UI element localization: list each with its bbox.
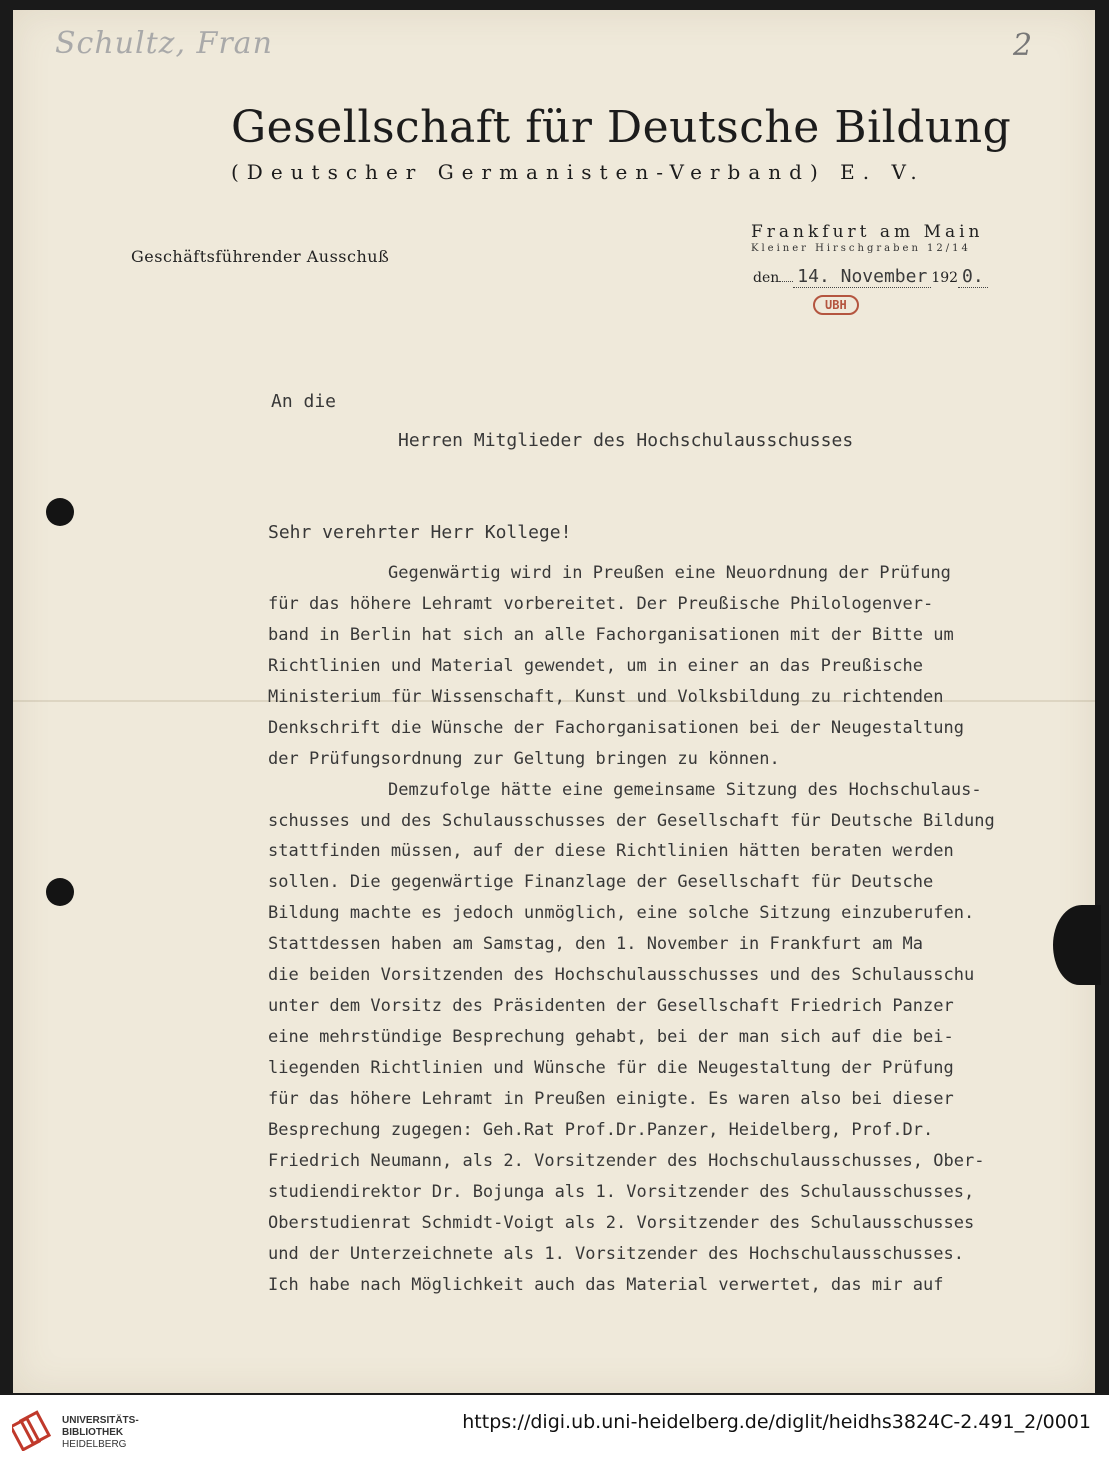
address-line-2: Herren Mitglieder des Hochschulausschusses [398,430,854,451]
logo-line: HEIDELBERG [62,1439,127,1450]
body-line: der Prüfungsordnung zur Geltung bringen zu können. [268,748,780,769]
organization-subtitle: (Deutscher Germanisten-Verband) E. V. [231,160,925,184]
library-stamp: UBH [813,295,859,315]
body-line: Friedrich Neumann, als 2. Vorsitzender des Hochschulausschusses, Ober- [268,1150,985,1171]
organization-title: Gesellschaft für Deutsche Bildung [231,102,1012,153]
date-line [753,266,988,287]
body-line: liegenden Richtlinien und Wünsche für die Neugestaltung der Prüfung [268,1058,954,1078]
body-line: eine mehrstündige Besprechung gehabt, bei der man sich auf die bei- [268,1027,954,1048]
body-line: und der Unterzeichnete als 1. Vorsitzender des Hochschulausschusses. [268,1243,964,1264]
body-line: Oberstudienrat Schmidt-Voigt als 2. Vorsitzender des Schulausschusses [268,1212,975,1233]
body-line: für das höhere Lehramt vorbereitet. Der Preußische Philologenver- [268,593,934,614]
body-line: Ich habe nach Möglichkeit auch das Material verwertet, das mir auf [268,1274,944,1295]
body-line: für das höhere Lehramt in Preußen einigte. Es waren also bei dieser [268,1088,954,1109]
body-line: Gegenwärtig wird in Preußen eine Neuordnung der Prüfung [388,563,951,583]
body-line: stattfinden müssen, auf der diese Richtlinien hätten beraten werden [268,841,954,862]
street-address: Kleiner Hirschgraben 12/14 [751,243,971,254]
body-line: Besprechung zugegen: Geh.Rat Prof.Dr.Panzer, Heidelberg, Prof.Dr. [268,1119,934,1140]
letter-page [13,10,1095,1393]
letter-body [268,558,1083,1301]
date-year-suffix: 0. [958,266,988,288]
date-year-prefix: 192 [931,270,959,286]
logo-line: UNIVERSITÄTS- [62,1415,139,1426]
body-line: schusses und des Schulausschusses der Gesellschaft für Deutsche Bildung [268,810,995,831]
library-logo-icon[interactable] [12,1407,56,1451]
body-line: sollen. Die gegenwärtige Finanzlage der Gesellschaft für Deutsche [268,872,934,893]
salutation: Sehr verehrter Herr Kollege! [268,522,572,543]
permalink-url[interactable]: https://digi.ub.uni-heidelberg.de/diglit/heidhs3824C-2.491_2/0001 [462,1411,1091,1433]
address-line-1: An die [271,391,337,412]
city: Frankfurt am Main [751,222,984,242]
body-line: Denkschrift die Wünsche der Fachorganisationen bei der Neugestaltung [268,717,964,738]
pencil-annotation-name: Schultz, Fran [55,26,273,61]
punch-hole [46,498,74,526]
viewer-footer [0,1395,1109,1475]
body-line: Bildung machte es jedoch unmöglich, eine solche Sitzung einzuberufen. [268,903,975,924]
committee-name: Geschäftsführender Ausschuß [131,247,390,266]
logo-line: BIBLIOTHEK [62,1427,124,1438]
punch-hole [46,878,74,906]
body-line: studiendirektor Dr. Bojunga als 1. Vorsitzender des Schulausschusses, [268,1181,975,1202]
body-line: Richtlinien und Material gewendet, um in einer an das Preußische [268,655,924,676]
pencil-page-number: 2 [1013,28,1033,63]
body-line: band in Berlin hat sich an alle Fachorganisationen mit der Bitte um [268,624,954,645]
body-line: Demzufolge hätte eine gemeinsame Sitzung des Hochschulaus- [388,779,982,800]
date-prefix: den [753,270,780,286]
body-line: Ministerium für Wissenschaft, Kunst und Volksbildung zu richtenden [268,686,944,707]
body-line: unter dem Vorsitz des Präsidenten der Gesellschaft Friedrich Panzer [268,996,954,1017]
body-line: die beiden Vorsitzenden des Hochschulausschusses und des Schulausschu [268,965,975,986]
body-line: Stattdessen haben am Samstag, den 1. November in Frankfurt am Ma [268,934,924,955]
date-day-month: 14. November [793,266,931,288]
library-logo-text[interactable] [62,1415,139,1451]
